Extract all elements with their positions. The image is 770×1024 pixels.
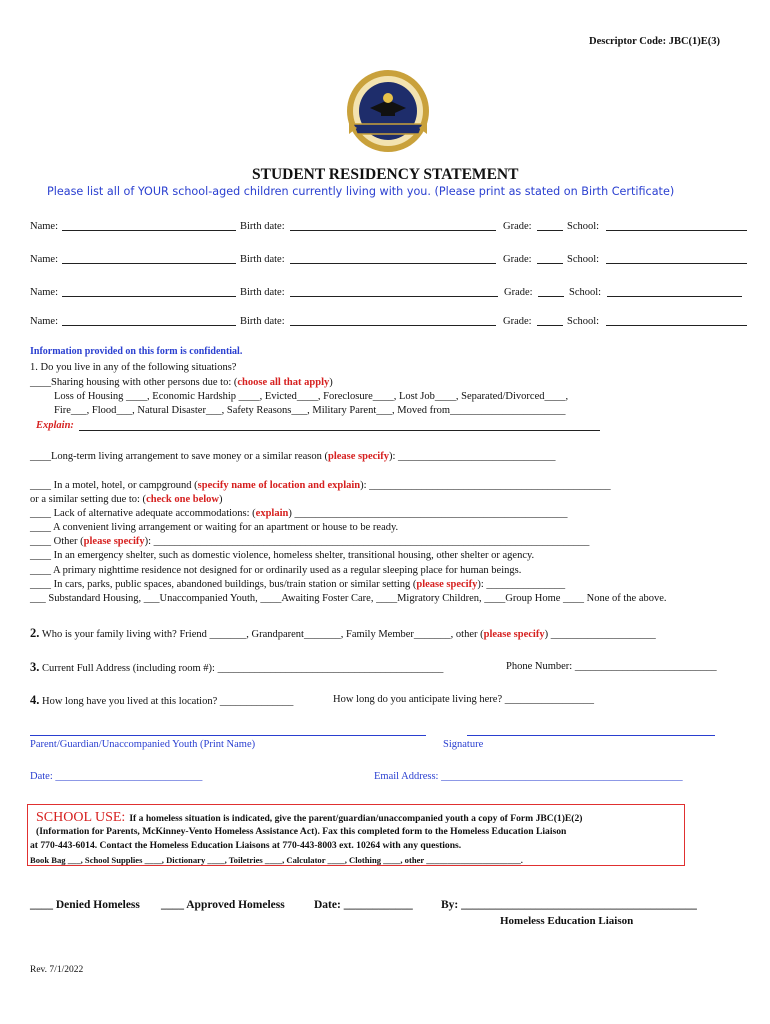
sharing-reasons-line-1[interactable]: Loss of Housing ____, Economic Hardship ____, Evicted____, Foreclosure____, Lost Job____, Separated/Divorced____, [54, 391, 569, 402]
birth-date-label: Birth date: [240, 316, 285, 327]
cars-parks-input-line: ): _______________ [477, 579, 566, 590]
grade-label: Grade: [503, 316, 532, 327]
name-label: Name: [30, 221, 58, 232]
birth-date-input-line[interactable] [290, 286, 498, 297]
school-input-line[interactable] [606, 220, 747, 231]
phone-number-field[interactable]: Phone Number: ___________________________ [506, 661, 717, 672]
address-field: Current Full Address (including room #): ___________________________________________ [42, 663, 444, 674]
approved-homeless-option[interactable]: ____ Approved Homeless [161, 899, 285, 911]
liaison-signature-field[interactable]: By: _________________________________________ [441, 899, 697, 911]
confidential-notice: Information provided on this form is confidential. [30, 346, 243, 357]
other-option[interactable] [30, 536, 589, 547]
cars-parks-label: ____ In cars, parks, public spaces, abandoned buildings, bus/train station or similar setting ( [30, 579, 417, 590]
question-number: 3. [30, 660, 40, 674]
question-2-input-line: ) ____________________ [544, 629, 656, 640]
sharing-housing-option[interactable] [30, 377, 333, 388]
parent-name-label: Parent/Guardian/Unaccompanied Youth (Print Name) [30, 739, 256, 750]
motel-option[interactable] [30, 480, 611, 491]
nighttime-residence-option[interactable]: ____ A primary nighttime residence not designed for or ordinarily used as a regular sleeping place for human beings. [30, 565, 522, 576]
birth-date-label: Birth date: [240, 254, 285, 265]
long-term-label: ____Long-term living arrangement to save money or a similar reason ( [30, 451, 328, 462]
question-2-text: Who is your family living with? Friend _______, Grandparent_______, Family Member_______, other ( [41, 629, 484, 640]
name-label: Name: [30, 287, 58, 298]
school-use-line-3: at 770-443-6014. Contact the Homeless Education Liaisons at 770-443-8003 ext. 10264 with any questions. [30, 840, 462, 851]
choose-all-instruction: choose all that apply [237, 377, 330, 388]
school-input-line[interactable] [606, 253, 747, 264]
check-one-instruction: check one below [146, 494, 219, 505]
anticipated-duration-field[interactable]: How long do you anticipate living here? _________________ [333, 694, 594, 705]
school-district-seal-logo [345, 68, 431, 154]
school-use-line-1 [36, 808, 582, 826]
decision-date-field[interactable]: Date: ____________ [314, 899, 413, 911]
emergency-shelter-option[interactable]: ____ In an emergency shelter, such as domestic violence, homeless shelter, transitional housing, other shelter or agency. [30, 550, 535, 561]
specify-location-instruction: specify name of location and explain [197, 480, 361, 491]
grade-input-line[interactable] [537, 315, 563, 326]
birth-date-label: Birth date: [240, 221, 285, 232]
other-input-line: ): ___________________________________________________________________________________ [144, 536, 590, 547]
sharing-housing-label: ____Sharing housing with other persons due to: ( [30, 377, 238, 388]
form-title: STUDENT RESIDENCY STATEMENT [252, 166, 519, 183]
name-input-line[interactable] [62, 315, 236, 326]
school-use-line-2: (Information for Parents, McKinney-Vento Homeless Assistance Act). Fax this completed form to the Homeless Education Liaison [36, 826, 567, 837]
school-label: School: [569, 287, 602, 298]
grade-input-line[interactable] [537, 253, 563, 264]
lack-accommodations-option[interactable] [30, 508, 567, 519]
email-field[interactable]: Email Address: ______________________________________________ [374, 771, 683, 782]
other-label: ____ Other ( [30, 536, 84, 547]
lack-accommodations-label: ____ Lack of alternative adequate accommodations: ( [30, 508, 256, 519]
similar-setting-label: or a similar setting due to: ( [30, 494, 147, 505]
birth-date-input-line[interactable] [290, 315, 496, 326]
school-supplies-checklist[interactable]: Book Bag ___, School Supplies ____, Dictionary ____, Toiletries ____, Calculator ____, Clothing ____, other ______________________. [30, 855, 523, 865]
grade-input-line[interactable] [538, 286, 564, 297]
name-input-line[interactable] [62, 253, 236, 264]
please-specify-instruction: please specify [328, 451, 389, 462]
name-label: Name: [30, 316, 58, 327]
paren-close: ) [218, 494, 223, 505]
grade-label: Grade: [503, 254, 532, 265]
birth-date-input-line[interactable] [290, 253, 496, 264]
denied-homeless-option[interactable]: ____ Denied Homeless [30, 899, 140, 911]
school-input-line[interactable] [606, 315, 747, 326]
grade-label: Grade: [504, 287, 533, 298]
long-term-arrangement-option[interactable] [30, 451, 556, 462]
date-field[interactable]: Date: ____________________________ [30, 771, 203, 782]
signature-label: Signature [443, 739, 484, 750]
name-input-line[interactable] [62, 220, 236, 231]
explain-input-line[interactable] [79, 420, 600, 431]
revision-date: Rev. 7/1/2022 [30, 965, 84, 975]
question-number: 2. [30, 626, 40, 640]
liaison-label: Homeless Education Liaison [500, 915, 634, 927]
school-label: School: [567, 221, 600, 232]
convenient-arrangement-option[interactable]: ____ A convenient living arrangement or waiting for an apartment or house to be ready. [30, 522, 399, 533]
paren-close: ) [329, 377, 333, 388]
name-label: Name: [30, 254, 58, 265]
question-4[interactable] [30, 693, 293, 708]
form-subtitle: Please list all of YOUR school-aged children currently living with you. (Please print as stated on Birth Certificate) [47, 185, 675, 198]
lack-accommodations-input-line: ) ____________________________________________________ [288, 508, 568, 519]
school-use-label: SCHOOL USE: [36, 810, 126, 825]
cars-parks-option[interactable] [30, 579, 565, 590]
duration-field: How long have you lived at this location? ______________ [42, 696, 294, 707]
motel-input-line: ): ______________________________________________ [360, 480, 611, 491]
school-use-text: If a homeless situation is indicated, give the parent/guardian/unaccompanied youth a copy of Form JBC(1)E(2) [129, 813, 583, 824]
name-input-line[interactable] [62, 286, 236, 297]
signature-line[interactable] [467, 735, 715, 736]
please-specify-instruction: please specify [416, 579, 478, 590]
explain-instruction: explain [255, 508, 289, 519]
parent-name-line[interactable] [30, 735, 426, 736]
school-label: School: [567, 316, 600, 327]
school-input-line[interactable] [607, 286, 742, 297]
question-number: 4. [30, 693, 40, 707]
birth-date-input-line[interactable] [290, 220, 496, 231]
school-label: School: [567, 254, 600, 265]
please-specify-instruction: please specify [83, 536, 145, 547]
question-3[interactable] [30, 660, 443, 675]
substandard-housing-options[interactable]: ___ Substandard Housing, ___Unaccompanied Youth, ____Awaiting Foster Care, ____Migratory Children, ____Group Home ____ None of the above. [30, 593, 667, 604]
long-term-input-line: ): ______________________________ [388, 451, 556, 462]
explain-label: Explain: [36, 420, 74, 431]
grade-input-line[interactable] [537, 220, 563, 231]
motel-label: ____ In a motel, hotel, or campground ( [30, 480, 198, 491]
similar-setting-line [30, 494, 222, 505]
grade-label: Grade: [503, 221, 532, 232]
question-1: 1. Do you live in any of the following situations? [30, 362, 237, 373]
sharing-reasons-line-2[interactable]: Fire___, Flood___, Natural Disaster___, Safety Reasons___, Military Parent___, Moved from______________________ [54, 405, 566, 416]
birth-date-label: Birth date: [240, 287, 285, 298]
descriptor-code: Descriptor Code: JBC(1)E(3) [589, 36, 721, 47]
please-specify-instruction: please specify [483, 629, 545, 640]
question-2[interactable] [30, 626, 656, 641]
